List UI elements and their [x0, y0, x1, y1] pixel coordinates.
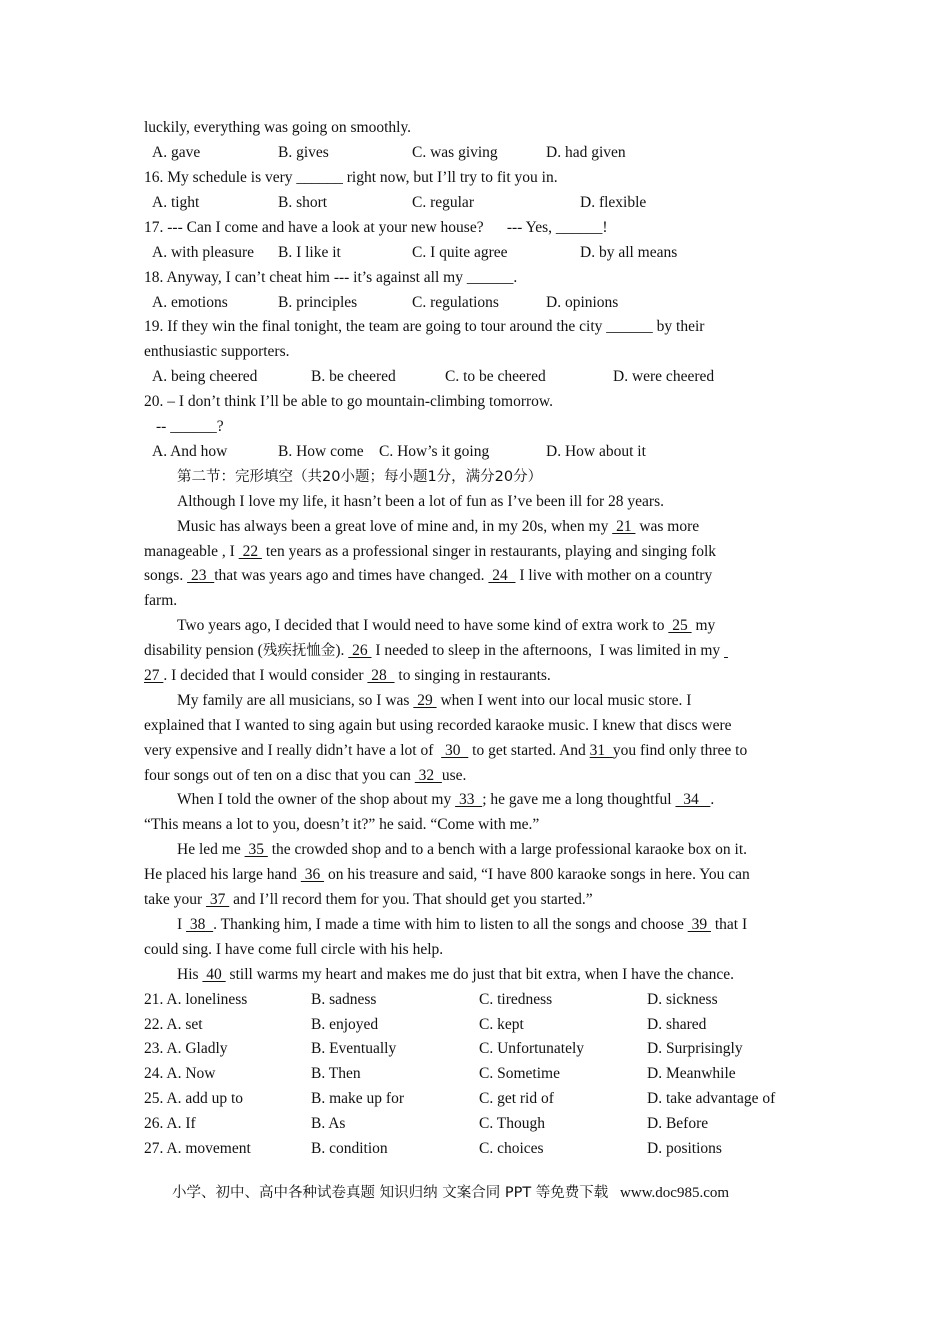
blank-25: 25	[668, 617, 692, 634]
answer-24-c: C. Sometime	[479, 1065, 560, 1082]
page-footer	[172, 1181, 729, 1202]
q19-option-c: C. to be cheered	[445, 368, 546, 385]
answer-27-c: C. choices	[479, 1140, 544, 1157]
answer-24-b: B. Then	[311, 1065, 361, 1082]
section2-heading: 第二节：完形填空（共20小题；每小题1分，满分20分）	[177, 469, 543, 485]
passage-para3-line1: Two years ago, I decided that I would need to have some kind of extra work to 25 my	[177, 617, 716, 634]
q19-stem-line2: enthusiastic supporters.	[144, 343, 290, 360]
q20-option-b: B. How come	[278, 443, 364, 460]
blank-24: 24	[488, 567, 516, 584]
q16-option-d: D. flexible	[580, 194, 647, 211]
answer-22-b: B. enjoyed	[311, 1016, 379, 1033]
q18-option-c: C. regulations	[412, 294, 499, 311]
passage-para4-line3: very expensive and I really didn’t have a lot of 30 to get started. And 31 you find only three to	[144, 742, 748, 759]
q20-stem-line1: 20. – I don’t think I’ll be able to go mountain-climbing tomorrow.	[144, 393, 553, 410]
blank-21: 21	[612, 518, 636, 535]
answer-21-d: D. sickness	[647, 991, 718, 1008]
answer-21-a: 21. A. loneliness	[144, 991, 248, 1008]
answer-25-d: D. take advantage of	[647, 1090, 776, 1107]
answer-23-a: 23. A. Gladly	[144, 1040, 228, 1057]
blank-39: 39	[687, 916, 711, 933]
blank-31: 31	[589, 742, 613, 759]
q15-option-c: C. was giving	[412, 144, 498, 161]
q15-option-d: D. had given	[546, 144, 626, 161]
answer-25-a: 25. A. add up to	[144, 1090, 244, 1107]
blank-32: 32	[414, 767, 442, 784]
answer-21-c: C. tiredness	[479, 991, 553, 1008]
q15-option-b: B. gives	[278, 144, 329, 161]
q15-stem-tail: luckily, everything was going on smoothly.	[144, 119, 412, 136]
q19-option-b: B. be cheered	[311, 368, 396, 385]
q18-option-d: D. opinions	[546, 294, 619, 311]
passage-para7-line2: could sing. I have come full circle with his help.	[144, 941, 444, 958]
passage-para2-line4: farm.	[144, 592, 178, 609]
blank-30: 30	[441, 742, 469, 759]
q17-option-b: B. I like it	[278, 244, 341, 261]
passage-para6-line2: He placed his large hand 36 on his treasure and said, “I have 800 karaoke songs in here. You can	[144, 866, 750, 883]
answer-26-d: D. Before	[647, 1115, 709, 1132]
passage-para2-line1: Music has always been a great love of mine and, in my 20s, when my 21 was more	[177, 518, 700, 535]
q16-option-a: A. tight	[152, 194, 200, 211]
answer-23-c: C. Unfortunately	[479, 1040, 585, 1057]
q16-stem: 16. My schedule is very ______ right now, but I’ll try to fit you in.	[144, 169, 558, 186]
passage-para5-line1: When I told the owner of the shop about my 33 ; he gave me a long thoughtful 34 .	[177, 791, 715, 808]
q16-option-b: B. short	[278, 194, 328, 211]
passage-para2-line2: manageable , I 22 ten years as a professional singer in restaurants, playing and singing folk	[144, 543, 717, 560]
blank-34: 34	[675, 791, 711, 808]
q18-option-b: B. principles	[278, 294, 358, 311]
blank-27: 27	[144, 667, 164, 684]
blank-38: 38	[186, 916, 214, 933]
passage-para6-line1: He led me 35 the crowded shop and to a bench with a large professional karaoke box on it.	[177, 841, 748, 858]
passage-para7-line1: I 38 . Thanking him, I made a time with him to listen to all the songs and choose 39 that I	[177, 916, 748, 933]
q19-option-a: A. being cheered	[152, 368, 258, 385]
passage-para3-line3: 27 . I decided that I would consider 28 to singing in restaurants.	[144, 667, 551, 684]
q17-option-c: C. I quite agree	[412, 244, 508, 261]
blank-28: 28	[367, 667, 395, 684]
footer-text: 小学、初中、高中各种试卷真题 知识归纳 文案合同 PPT 等免费下载	[172, 1185, 609, 1201]
blank-23: 23	[187, 567, 215, 584]
answer-26-c: C. Though	[479, 1115, 546, 1132]
answer-25-c: C. get rid of	[479, 1090, 554, 1107]
footer-site-link[interactable]: www.doc985.com	[620, 1185, 730, 1201]
q19-option-d: D. were cheered	[613, 368, 715, 385]
blank-26: 26	[348, 642, 372, 659]
q15-option-a: A. gave	[152, 144, 201, 161]
answer-23-d: D. Surprisingly	[647, 1040, 743, 1057]
blank-35: 35	[244, 841, 268, 858]
passage-para4-line4: four songs out of ten on a disc that you can 32 use.	[144, 767, 467, 784]
blank-22: 22	[238, 543, 262, 560]
answer-21-b: B. sadness	[311, 991, 377, 1008]
passage-para3-line2: disability pension (残疾抚恤金). 26 I needed to sleep in the afternoons, I was limited in my	[144, 642, 725, 659]
answer-22-a: 22. A. set	[144, 1016, 203, 1033]
answer-24-a: 24. A. Now	[144, 1065, 216, 1082]
passage-para4-line2: explained that I wanted to sing again but using recorded karaoke music. I knew that discs were	[144, 717, 732, 734]
q19-stem-line1: 19. If they win the final tonight, the team are going to tour around the city ______ by their	[144, 318, 705, 335]
passage-para2-line3: songs. 23 that was years ago and times have changed. 24 I live with mother on a country	[144, 567, 713, 584]
q17-stem: 17. --- Can I come and have a look at your new house? --- Yes, ______!	[144, 219, 608, 236]
answer-27-a: 27. A. movement	[144, 1140, 251, 1157]
q20-stem-line2: -- ______?	[156, 418, 224, 435]
q20-option-d: D. How about it	[546, 443, 646, 460]
q17-option-d: D. by all means	[580, 244, 678, 261]
passage-para5-line2: “This means a lot to you, doesn’t it?” he said. “Come with me.”	[144, 816, 540, 833]
q20-option-a: A. And how	[152, 443, 228, 460]
answer-22-d: D. shared	[647, 1016, 707, 1033]
passage-para1: Although I love my life, it hasn’t been a lot of fun as I’ve been ill for 28 years.	[177, 493, 664, 510]
answer-25-b: B. make up for	[311, 1090, 404, 1107]
answer-26-b: B. As	[311, 1115, 346, 1132]
q18-stem: 18. Anyway, I can’t cheat him --- it’s against all my ______.	[144, 269, 518, 286]
answer-23-b: B. Eventually	[311, 1040, 397, 1057]
passage-para4-line1: My family are all musicians, so I was 29 when I went into our local music store. I	[177, 692, 692, 709]
answer-27-b: B. condition	[311, 1140, 388, 1157]
q18-option-a: A. emotions	[152, 294, 228, 311]
blank-40: 40	[202, 966, 226, 983]
blank-29: 29	[413, 692, 437, 709]
answer-24-d: D. Meanwhile	[647, 1065, 736, 1082]
passage-para8-line1: His 40 still warms my heart and makes me do just that bit extra, when I have the chance.	[177, 966, 735, 983]
answer-22-c: C. kept	[479, 1016, 524, 1033]
q20-option-c: C. How’s it going	[379, 443, 490, 460]
q17-option-a: A. with pleasure	[152, 244, 255, 261]
passage-para6-line3: take your 37 and I’ll record them for you. That should get you started.”	[144, 891, 593, 908]
blank-36: 36	[300, 866, 325, 883]
blank-37: 37	[205, 891, 230, 908]
blank-33: 33	[455, 791, 483, 808]
answer-27-d: D. positions	[647, 1140, 722, 1157]
answer-26-a: 26. A. If	[144, 1115, 196, 1132]
q16-option-c: C. regular	[412, 194, 474, 211]
